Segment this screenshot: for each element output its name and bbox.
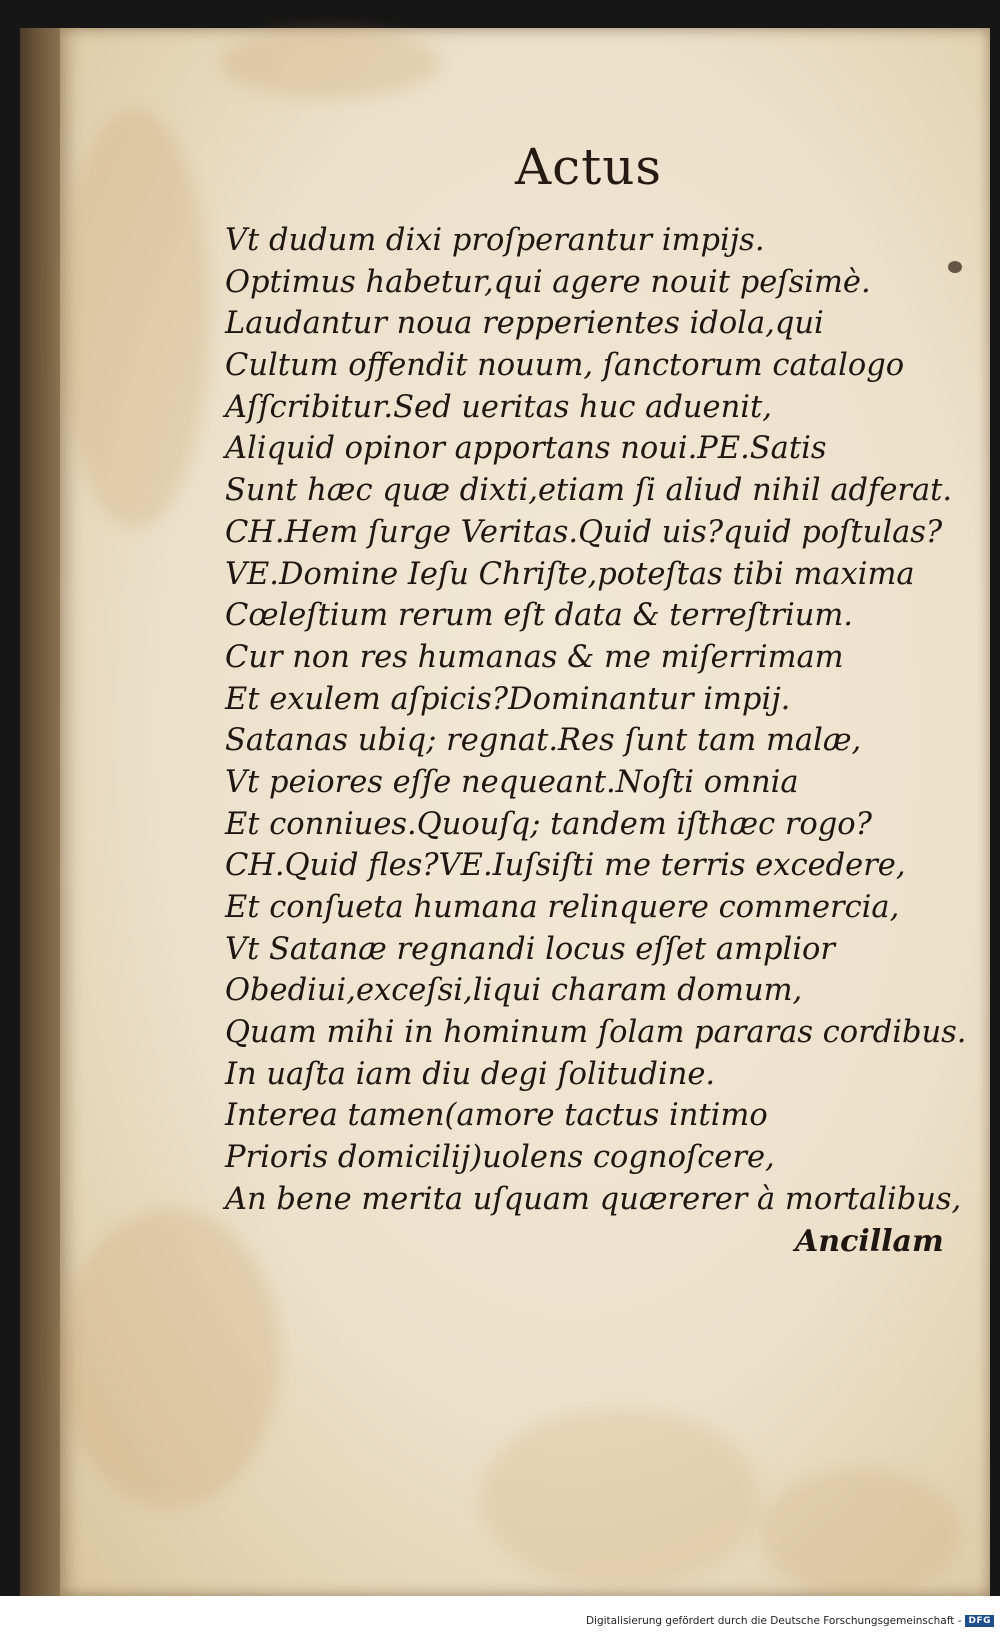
verse-line: CH.Hem ſurge Veritas.Quid uis?quid poſtulas? [225,514,943,550]
verse-line: In uaſta iam diu degi ſolitudine. [225,1056,716,1092]
verse-line: Aſſcribitur.Sed ueritas huc aduenit, [225,389,772,425]
verse-line: Cœleſtium rerum eſt data & terreſtrium. [225,598,853,634]
verse-line: Aliquid opinor apportans noui.PE.Satis [225,431,827,467]
verse-line: Interea tamen(amore tactus intimo [225,1098,768,1134]
verse-line: Et conniues.Quouſq; tandem iſthæc rogo? [225,806,873,842]
verse-line: Optimus habetur,qui agere nouit peſsimè. [225,264,871,300]
verse-lines [225,220,967,1221]
verse-line: An bene merita uſquam quærerer à mortalibus, [225,1181,962,1217]
verse-line: Sunt hæc quæ dixti,etiam ſi aliud nihil adferat. [225,473,953,509]
verse-line: Cultum offendit nouum, ſanctorum catalogo [225,348,905,384]
verse-line: Cur non res humanas & me miſerrimam [225,639,844,675]
book-spine [20,28,62,1596]
footer-credit [586,1615,994,1627]
verse-line: Vt dudum dixi proſperantur impijs. [225,223,765,258]
dfg-logo: DFG [965,1615,994,1627]
verse-line: Et exulem aſpicis?Dominantur impij. [225,681,791,717]
book-page [60,28,990,1596]
verse-line: Satanas ubiq; regnat.Res ſunt tam malæ, [225,723,862,759]
page-text [60,28,990,1596]
catchword: Ancillam [795,1224,944,1259]
verse-line: Et conſueta humana relinquere commercia, [225,890,900,925]
verse-line: VE.Domine Ieſu Chriſte,poteſtas tibi maxima [225,556,915,592]
footer-band [0,1596,1000,1633]
verse-line: Quam mihi in hominum ſolam pararas cordibus. [225,1015,967,1051]
verse-line: Prioris domicilij)uolens cognoſcere, [225,1140,775,1176]
credit-text: Digitalisierung gefördert durch die Deutsche Forschungsgemeinschaft - [585,1615,962,1627]
verse-line: Laudantur noua repperientes idola,qui [225,306,824,342]
verse-line: Vt peiores eſſe nequeant.Noſti omnia [225,764,799,800]
verse-line: Obediui,exceſsi,liqui charam domum, [225,973,803,1009]
verse-line: CH.Quid fles?VE.Iuſsiſti me terris excedere, [225,848,906,884]
verse-line: Vt Satanæ regnandi locus eſſet amplior [225,931,835,967]
page-heading: Actus [515,138,663,196]
